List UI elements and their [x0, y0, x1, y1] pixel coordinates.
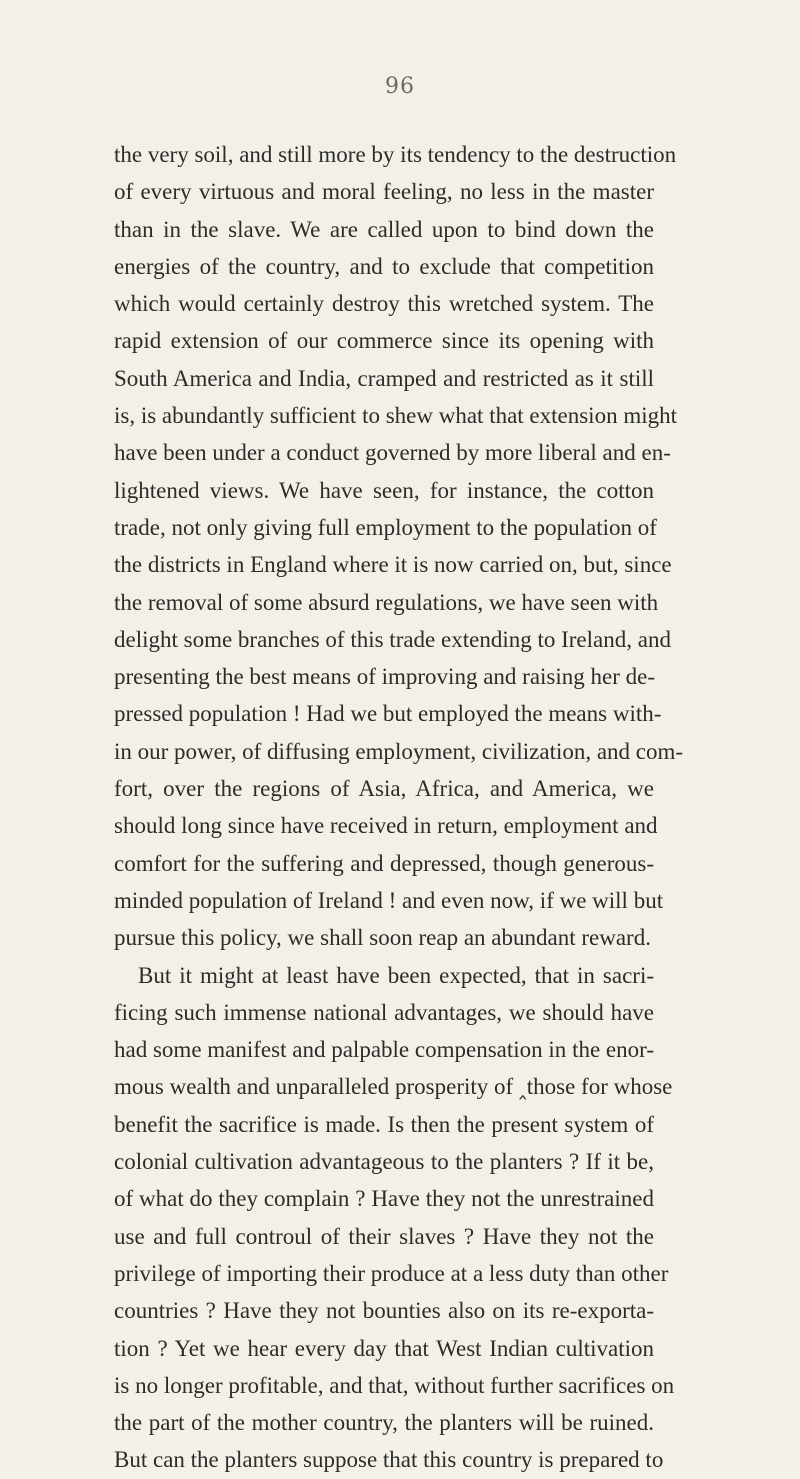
text-line: privilege of importing their produce at a less duty than other [114, 1260, 669, 1286]
text-line: in our power, of diffusing employment, civilization, and com- [114, 738, 684, 764]
text-line: the districts in England where it is now carried on, but, since [114, 552, 672, 578]
text-line: trade, not only giving full employment to the population of [114, 514, 657, 540]
text-line: lightened views. We have seen, for instance, the cotton [114, 477, 654, 503]
text-line: rapid extension of our commerce since its opening with [114, 328, 654, 354]
text-line: countries ? Have they not bounties also on its re-exporta- [114, 1298, 654, 1324]
body-text [114, 136, 684, 1479]
text-line: energies of the country, and to exclude that competition [114, 253, 654, 279]
text-line: which would certainly destroy this wretched system. The [114, 291, 654, 317]
text-line: benefit the sacrifice is made. Is then the present system of [114, 1111, 654, 1137]
text-line: colonial cultivation advantageous to the planters ? If it be, [114, 1149, 654, 1175]
text-line: the part of the mother country, the planters will be ruined. [114, 1410, 654, 1436]
text-line: comfort for the suffering and depressed, though generous- [114, 850, 654, 876]
text-line: the removal of some absurd regulations, we have seen with [114, 589, 659, 615]
text-line: minded population of Ireland ! and even now, if we will but [114, 887, 664, 913]
text-line: fort, over the regions of Asia, Africa, and America, we [114, 776, 654, 802]
text-line: should long since have received in return, employment and [114, 813, 658, 839]
text-line: presenting the best means of improving and raising her de- [114, 664, 655, 690]
text-line: have been under a conduct governed by more liberal and en- [114, 440, 671, 466]
text-line: the very soil, and still more by its tendency to the destruction [114, 142, 677, 167]
text-line: had some manifest and palpable compensation in the enor- [114, 1037, 654, 1063]
text-line: delight some branches of this trade extending to Ireland, and [114, 626, 671, 652]
text-line: But it might at least have been expected, that in sacri- [138, 962, 654, 988]
text-line: mous wealth and unparalleled prosperity of ‸those for whose [114, 1074, 673, 1100]
text-line: is no longer profitable, and that, without further sacrifices on [114, 1372, 675, 1398]
page-number: 96 [385, 74, 415, 99]
text-line: than in the slave. We are called upon to bind down the [114, 216, 654, 242]
text-line: pursue this policy, we shall soon reap an abundant reward. [114, 925, 651, 951]
text-line: is, is abundantly sufficient to shew what that extension might [114, 403, 677, 429]
text-line: ficing such immense national advantages, we should have [114, 999, 654, 1025]
text-line: of every virtuous and moral feeling, no less in the master [114, 179, 654, 205]
text-line: pressed population ! Had we but employed the means with- [114, 701, 662, 727]
text-line: use and full controul of their slaves ? Have they not the [114, 1223, 654, 1249]
text-line: South America and India, cramped and restricted as it still [114, 365, 654, 391]
text-line: But can the planters suppose that this country is prepared to [114, 1447, 664, 1473]
text-line: of what do they complain ? Have they not the unrestrained [114, 1186, 654, 1212]
text-line: tion ? Yet we hear every day that West Indian cultivation [114, 1335, 654, 1361]
